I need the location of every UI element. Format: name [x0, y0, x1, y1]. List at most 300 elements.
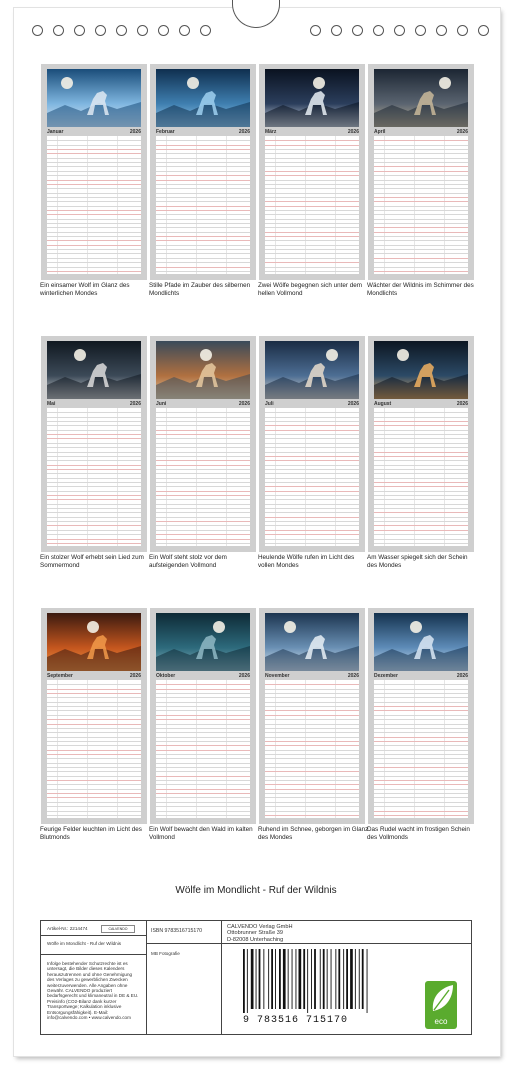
day-row-line — [47, 745, 141, 746]
day-row-line — [47, 697, 141, 698]
day-row-line — [47, 512, 141, 513]
day-row-line — [374, 262, 468, 263]
day-row-line — [265, 175, 359, 176]
planner-grid — [47, 136, 141, 274]
day-row-line — [374, 267, 468, 268]
day-row-line — [47, 815, 141, 816]
binding-hole — [478, 25, 489, 36]
planner-grid — [156, 408, 250, 546]
day-row-line — [265, 776, 359, 777]
month-page — [150, 64, 256, 280]
day-row-line — [265, 425, 359, 426]
day-row-line — [47, 149, 141, 150]
day-row-line — [265, 438, 359, 439]
binding-hole — [95, 25, 106, 36]
day-row-line — [156, 223, 250, 224]
day-row-line — [47, 253, 141, 254]
month-year: 2026 — [129, 129, 141, 135]
isbn: ISBN 9783516715170 — [151, 928, 203, 934]
day-row-line — [374, 180, 468, 181]
day-row-line — [374, 793, 468, 794]
month-header — [156, 128, 250, 136]
day-row-line — [265, 219, 359, 220]
day-row-line — [47, 417, 141, 418]
day-row-line — [374, 456, 468, 457]
day-row-line — [265, 223, 359, 224]
day-row-line — [374, 188, 468, 189]
day-row-line — [156, 543, 250, 544]
day-row-line — [156, 180, 250, 181]
day-row-line — [47, 153, 141, 154]
barcode-bar — [251, 949, 254, 1009]
day-row-line — [47, 728, 141, 729]
day-row-line — [374, 702, 468, 703]
day-row-line — [374, 525, 468, 526]
month-header — [265, 128, 359, 136]
day-row-line — [47, 715, 141, 716]
day-row-line — [265, 710, 359, 711]
day-row-line — [265, 780, 359, 781]
day-row-line — [265, 521, 359, 522]
day-row-line — [47, 166, 141, 167]
day-row-line — [156, 443, 250, 444]
day-row-line — [374, 258, 468, 259]
month-page — [259, 64, 365, 280]
day-row-line — [374, 469, 468, 470]
day-row-line — [47, 249, 141, 250]
divider — [41, 954, 146, 955]
day-row-line — [265, 232, 359, 233]
day-row-line — [265, 797, 359, 798]
day-row-line — [47, 710, 141, 711]
day-row-line — [47, 504, 141, 505]
day-row-line — [156, 741, 250, 742]
barcode-bar — [362, 949, 364, 1009]
day-row-line — [374, 245, 468, 246]
planner-grid — [374, 136, 468, 274]
day-row-line — [47, 412, 141, 413]
day-row-line — [265, 166, 359, 167]
month-name: Dezember — [374, 673, 398, 679]
day-row-line — [156, 784, 250, 785]
day-row-line — [265, 460, 359, 461]
day-row-line — [265, 534, 359, 535]
month-name: Januar — [47, 129, 64, 135]
day-row-line — [156, 771, 250, 772]
day-row-line — [374, 512, 468, 513]
day-row-line — [265, 737, 359, 738]
barcode-bar — [343, 949, 344, 1009]
day-row-line — [265, 197, 359, 198]
day-row-line — [156, 534, 250, 535]
day-row-line — [47, 491, 141, 492]
binding-hole — [116, 25, 127, 36]
day-row-line — [156, 469, 250, 470]
day-row-line — [374, 223, 468, 224]
month-caption: Stille Pfade im Zauber des silbernen Mondlichts — [149, 282, 251, 297]
day-row-line — [47, 465, 141, 466]
day-row-line — [47, 197, 141, 198]
day-row-line — [156, 249, 250, 250]
day-row-line — [265, 412, 359, 413]
day-row-line — [265, 434, 359, 435]
day-row-line — [156, 240, 250, 241]
day-row-line — [156, 754, 250, 755]
day-row-line — [265, 421, 359, 422]
day-row-line — [265, 763, 359, 764]
day-row-line — [47, 434, 141, 435]
day-row-line — [156, 802, 250, 803]
day-row-line — [374, 219, 468, 220]
day-row-line — [156, 158, 250, 159]
day-row-line — [265, 793, 359, 794]
month-caption: Ruhend im Schnee, geborgen im Glanz des Mondes — [258, 826, 369, 841]
day-row-line — [374, 166, 468, 167]
month-page — [41, 608, 147, 824]
day-row-line — [47, 793, 141, 794]
day-row-line — [47, 469, 141, 470]
day-row-line — [156, 693, 250, 694]
day-row-line — [374, 240, 468, 241]
day-row-line — [265, 206, 359, 207]
day-row-line — [374, 417, 468, 418]
day-row-line — [47, 684, 141, 685]
day-row-line — [374, 460, 468, 461]
day-row-line — [156, 728, 250, 729]
day-row-line — [156, 258, 250, 259]
day-row-line — [374, 689, 468, 690]
day-row-line — [47, 719, 141, 720]
barcode-bar — [299, 949, 302, 1009]
binding-hole — [32, 25, 43, 36]
eco-badge — [425, 981, 457, 1029]
day-row-line — [374, 227, 468, 228]
planner-grid — [265, 680, 359, 818]
day-row-line — [374, 184, 468, 185]
day-row-line — [374, 232, 468, 233]
day-row-line — [156, 732, 250, 733]
day-row-line — [47, 438, 141, 439]
day-row-line — [374, 499, 468, 500]
day-row-line — [374, 539, 468, 540]
day-row-line — [265, 697, 359, 698]
day-row-line — [265, 253, 359, 254]
day-row-line — [47, 789, 141, 790]
day-row-line — [265, 452, 359, 453]
photographer: MB Fotografie — [151, 951, 180, 956]
day-row-line — [374, 253, 468, 254]
day-row-line — [265, 811, 359, 812]
day-row-line — [374, 197, 468, 198]
day-row-line — [47, 258, 141, 259]
month-caption: Ein stolzer Wolf erhebt sein Lied zum Sommermond — [40, 554, 144, 569]
binding-hole — [457, 25, 468, 36]
day-row-line — [47, 452, 141, 453]
binding-hole — [74, 25, 85, 36]
day-row-line — [265, 750, 359, 751]
day-row-line — [156, 517, 250, 518]
day-row-line — [374, 447, 468, 448]
month-header — [374, 128, 468, 136]
day-row-line — [156, 456, 250, 457]
day-row-line — [156, 267, 250, 268]
barcode-bar — [292, 949, 293, 1009]
day-row-line — [47, 741, 141, 742]
day-row-line — [156, 776, 250, 777]
day-row-line — [156, 245, 250, 246]
day-row-line — [265, 417, 359, 418]
month-header — [156, 400, 250, 408]
day-row-line — [265, 473, 359, 474]
day-row-line — [265, 443, 359, 444]
wolf-photo — [47, 613, 141, 671]
month-year: 2026 — [347, 401, 359, 407]
day-row-line — [47, 517, 141, 518]
day-row-line — [374, 486, 468, 487]
month-header — [47, 400, 141, 408]
day-row-line — [156, 271, 250, 272]
day-row-line — [156, 758, 250, 759]
day-row-line — [47, 171, 141, 172]
day-row-line — [265, 236, 359, 237]
day-row-line — [374, 780, 468, 781]
day-row-line — [265, 180, 359, 181]
day-row-line — [374, 214, 468, 215]
calendar-title: Wölfe im Mondlicht - Ruf der Wildnis — [175, 885, 337, 896]
day-row-line — [156, 166, 250, 167]
day-row-line — [156, 434, 250, 435]
month-caption: Wächter der Wildnis im Schimmer des Mondlichts — [367, 282, 474, 297]
day-row-line — [156, 710, 250, 711]
day-row-line — [374, 210, 468, 211]
day-row-line — [156, 508, 250, 509]
day-row-line — [374, 465, 468, 466]
barcode-bar — [359, 949, 360, 1009]
day-row-line — [265, 469, 359, 470]
day-row-line — [265, 784, 359, 785]
day-row-line — [265, 508, 359, 509]
day-row-line — [47, 188, 141, 189]
day-row-line — [156, 689, 250, 690]
month-year: 2026 — [238, 129, 250, 135]
barcode-bar — [323, 949, 325, 1009]
day-row-line — [156, 227, 250, 228]
day-row-line — [265, 754, 359, 755]
month-header — [265, 400, 359, 408]
day-row-line — [265, 525, 359, 526]
day-row-line — [47, 232, 141, 233]
month-caption: Ein Wolf steht stolz vor dem aufsteigenden Vollmond — [149, 554, 227, 569]
planner-grid — [156, 136, 250, 274]
wolf-photo — [374, 341, 468, 399]
day-row-line — [156, 447, 250, 448]
day-row-line — [374, 145, 468, 146]
day-row-line — [47, 482, 141, 483]
binding-hole — [394, 25, 405, 36]
month-year: 2026 — [129, 401, 141, 407]
day-row-line — [265, 140, 359, 141]
day-row-line — [47, 206, 141, 207]
binding-hole — [373, 25, 384, 36]
day-row-line — [47, 806, 141, 807]
month-page — [150, 336, 256, 552]
day-row-line — [156, 521, 250, 522]
month-caption: Zwei Wölfe begegnen sich unter dem hellen Vollmond — [258, 282, 362, 297]
wolf-photo — [374, 613, 468, 671]
month-name: Februar — [156, 129, 175, 135]
day-row-line — [156, 253, 250, 254]
month-caption: Das Rudel wacht im frostigen Schein des Vollmonds — [367, 826, 470, 841]
day-row-line — [265, 171, 359, 172]
divider — [41, 935, 146, 936]
day-row-line — [47, 193, 141, 194]
day-row-line — [156, 684, 250, 685]
day-row-line — [156, 262, 250, 263]
month-name: Juli — [265, 401, 274, 407]
month-header — [374, 400, 468, 408]
day-row-line — [156, 763, 250, 764]
month-caption: Ein einsamer Wolf im Glanz des winterlichen Mondes — [40, 282, 130, 297]
month-name: Juni — [156, 401, 167, 407]
day-row-line — [156, 478, 250, 479]
day-row-line — [265, 158, 359, 159]
day-row-line — [47, 443, 141, 444]
day-row-line — [156, 745, 250, 746]
day-row-line — [47, 236, 141, 237]
day-row-line — [374, 693, 468, 694]
day-row-line — [156, 417, 250, 418]
day-row-line — [156, 219, 250, 220]
day-row-line — [156, 162, 250, 163]
wolf-photo — [265, 613, 359, 671]
day-row-line — [156, 412, 250, 413]
barcode-bar — [335, 949, 336, 1009]
day-row-line — [156, 465, 250, 466]
barcode-bar — [311, 949, 312, 1009]
day-row-line — [265, 430, 359, 431]
day-row-line — [265, 741, 359, 742]
day-row-line — [374, 684, 468, 685]
day-row-line — [374, 750, 468, 751]
planner-grid — [374, 408, 468, 546]
barcode-bar — [331, 949, 332, 1009]
planner-grid — [265, 408, 359, 546]
day-row-line — [265, 789, 359, 790]
article-number: Artikel-Nr.: 2214474 — [47, 926, 88, 931]
day-row-line — [374, 425, 468, 426]
day-row-line — [156, 184, 250, 185]
day-row-line — [47, 267, 141, 268]
eco-label: eco — [434, 1017, 448, 1026]
month-name: Oktober — [156, 673, 176, 679]
day-row-line — [156, 530, 250, 531]
day-row-line — [265, 245, 359, 246]
day-row-line — [156, 715, 250, 716]
day-row-line — [374, 517, 468, 518]
day-row-line — [374, 430, 468, 431]
day-row-line — [156, 499, 250, 500]
day-row-line — [265, 499, 359, 500]
day-row-line — [265, 271, 359, 272]
day-row-line — [265, 201, 359, 202]
month-header — [47, 128, 141, 136]
day-row-line — [374, 763, 468, 764]
calvendo-logo: CALVENDO — [101, 925, 135, 933]
divider — [146, 943, 221, 944]
day-row-line — [47, 240, 141, 241]
day-row-line — [265, 214, 359, 215]
barcode-bar — [303, 949, 305, 1009]
month-page — [259, 336, 365, 552]
day-row-line — [47, 473, 141, 474]
month-caption: Am Wasser spiegelt sich der Schein des Mondes — [367, 554, 468, 569]
day-row-line — [47, 797, 141, 798]
day-row-line — [265, 465, 359, 466]
day-row-line — [156, 473, 250, 474]
month-page — [368, 64, 474, 280]
day-row-line — [47, 724, 141, 725]
day-row-line — [265, 530, 359, 531]
day-row-line — [47, 184, 141, 185]
leaf-icon — [425, 981, 457, 1017]
day-row-line — [265, 495, 359, 496]
barcode-bar — [346, 949, 348, 1009]
barcode-bar — [296, 949, 297, 1009]
day-row-line — [265, 517, 359, 518]
day-row-line — [156, 425, 250, 426]
binding-hole — [352, 25, 363, 36]
day-row-line — [265, 767, 359, 768]
day-row-line — [374, 193, 468, 194]
day-row-line — [47, 145, 141, 146]
day-row-line — [374, 811, 468, 812]
day-row-line — [374, 158, 468, 159]
day-row-line — [374, 421, 468, 422]
day-row-line — [156, 495, 250, 496]
day-row-line — [374, 149, 468, 150]
day-row-line — [265, 149, 359, 150]
day-row-line — [374, 802, 468, 803]
day-row-line — [47, 430, 141, 431]
day-row-line — [374, 543, 468, 544]
day-row-line — [47, 227, 141, 228]
binding-hole — [310, 25, 321, 36]
day-row-line — [47, 214, 141, 215]
barcode — [241, 949, 381, 1013]
day-row-line — [374, 206, 468, 207]
day-row-line — [47, 499, 141, 500]
wolf-photo — [374, 69, 468, 127]
day-row-line — [374, 473, 468, 474]
day-row-line — [156, 210, 250, 211]
day-row-line — [374, 452, 468, 453]
month-year: 2026 — [456, 673, 468, 679]
day-row-line — [156, 815, 250, 816]
day-row-line — [374, 478, 468, 479]
month-year: 2026 — [347, 673, 359, 679]
day-row-line — [374, 482, 468, 483]
day-row-line — [156, 486, 250, 487]
day-row-line — [156, 140, 250, 141]
day-row-line — [265, 771, 359, 772]
day-row-line — [47, 534, 141, 535]
day-row-line — [156, 421, 250, 422]
day-row-line — [265, 193, 359, 194]
barcode-bar — [320, 949, 321, 1009]
day-row-line — [374, 745, 468, 746]
day-row-line — [47, 223, 141, 224]
month-page — [368, 336, 474, 552]
